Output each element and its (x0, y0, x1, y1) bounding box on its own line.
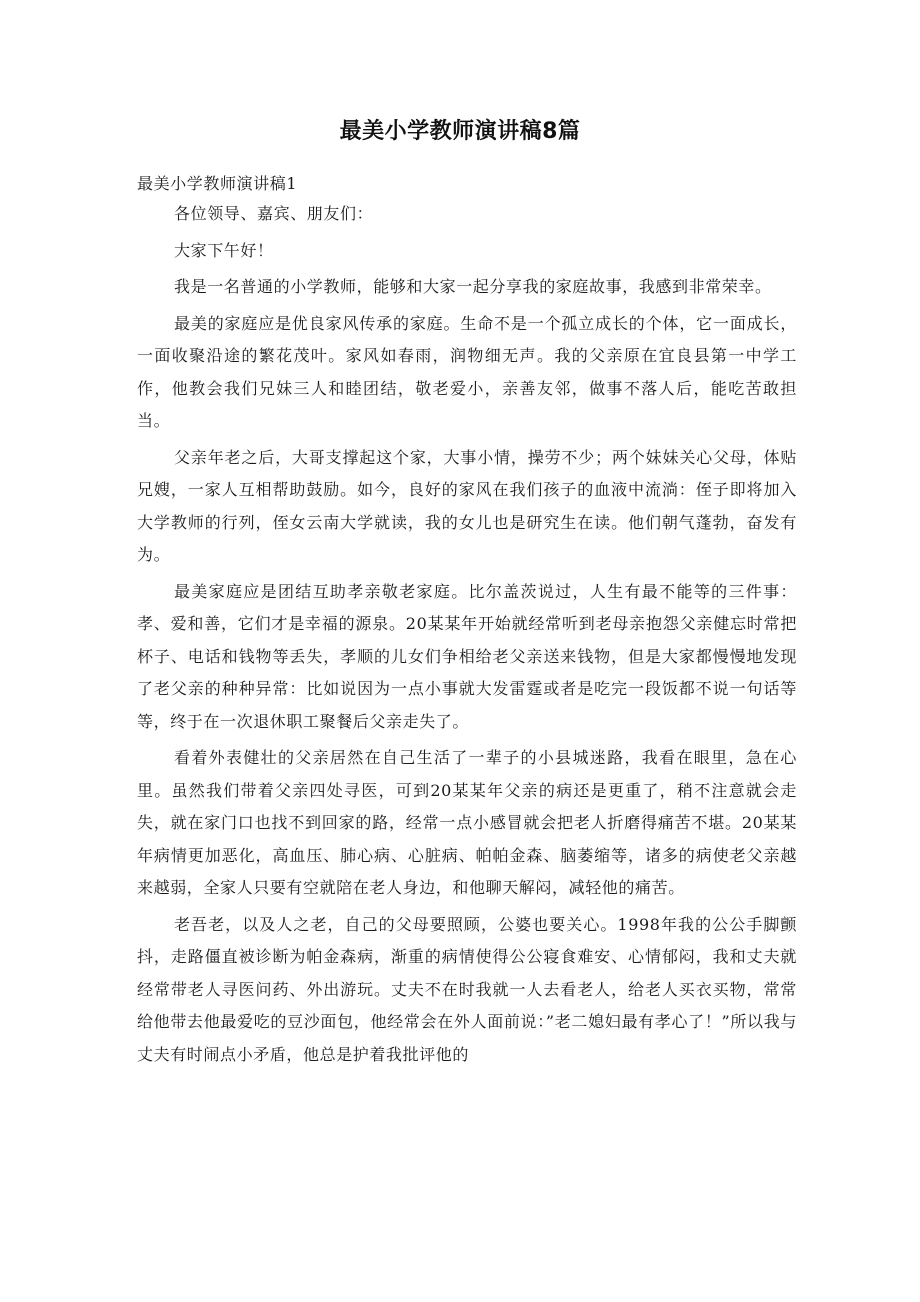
paragraph-intro: 我是一名普通的小学教师，能够和大家一起分享我的家庭故事，我感到非常荣幸。 (174, 277, 772, 296)
document-title: 最美小学教师演讲稿8篇 (339, 119, 581, 144)
paragraph-filial-piety: 最美家庭应是团结互助孝亲敬老家庭。比尔盖茨说过，人生有最不能等的三件事：孝、爱和善，它们才是幸福的源泉。20某某年开始就经常听到老母亲抱怨父亲健忘时常把杯子、电话和钱物等丢失，孝顺的儿女们争相给老父亲送来钱物，但是大家都慢慢地发现了老父亲的种种异常：比如说因为一点小事就大发雷霆或者是吃完一段饭都不说一句话等等，终于在一次退休职工聚餐后父亲走失了。 (137, 581, 797, 731)
paragraph-greeting: 各位领导、嘉宾、朋友们： (174, 204, 374, 223)
section-heading: 最美小学教师演讲稿1 (137, 174, 298, 193)
paragraph-family-tradition: 最美的家庭应是优良家风传承的家庭。生命不是一个孤立成长的个体，它一面成长，一面收聚沿途的繁花茂叶。家风如春雨，润物细无声。我的父亲原在宜良县第一中学工作，他教会我们兄妹三人和睦团结，敬老爱小，亲善友邻，做事不落人后，能吃苦敢担当。 (137, 313, 797, 430)
paragraph-salutation: 大家下午好！ (174, 240, 274, 260)
paragraph-siblings: 父亲年老之后，大哥支撑起这个家，大事小情，操劳不少；两个妹妹关心父母，体贴兄嫂，一家人互相帮助鼓励。如今，良好的家风在我们孩子的血液中流淌：侄子即将加入大学教师的行列，侄女云南大学就读，我的女儿也是研究生在读。他们朝气蓬勃，奋发有为。 (137, 447, 797, 564)
paragraph-in-laws: 老吾老，以及人之老，自己的父母要照顾，公婆也要关心。1998年我的公公手脚颤抖，走路僵直被诊断为帕金森病，渐重的病情使得公公寝食难安、心情郁闷，我和丈夫就经常带老人寻医问药、外出游玩。丈夫不在时我就一人去看老人，给老人买衣买物，常常给他带去他最爱吃的豆沙面包，他经常会在外人面前说：”老二媳妇最有孝心了！”所以我与丈夫有时闹点小矛盾，他总是护着我批评他的 (137, 914, 797, 1064)
document-body (137, 168, 797, 1075)
paragraph-father-illness: 看着外表健壮的父亲居然在自己生活了一辈子的小县城迷路，我看在眼里，急在心里。虽然我们带着父亲四处寻医，可到20某某年父亲的病还是更重了，稍不注意就会走失，就在家门口也找不到回家的路，经常一点小感冒就会把老人折磨得痛苦不堪。20某某年病情更加恶化，高血压、肺心病、心脏病、帕帕金森、脑萎缩等，诸多的病使老父亲越来越弱，全家人只要有空就陪在老人身边，和他聊天解闷，减轻他的痛苦。 (137, 748, 797, 897)
